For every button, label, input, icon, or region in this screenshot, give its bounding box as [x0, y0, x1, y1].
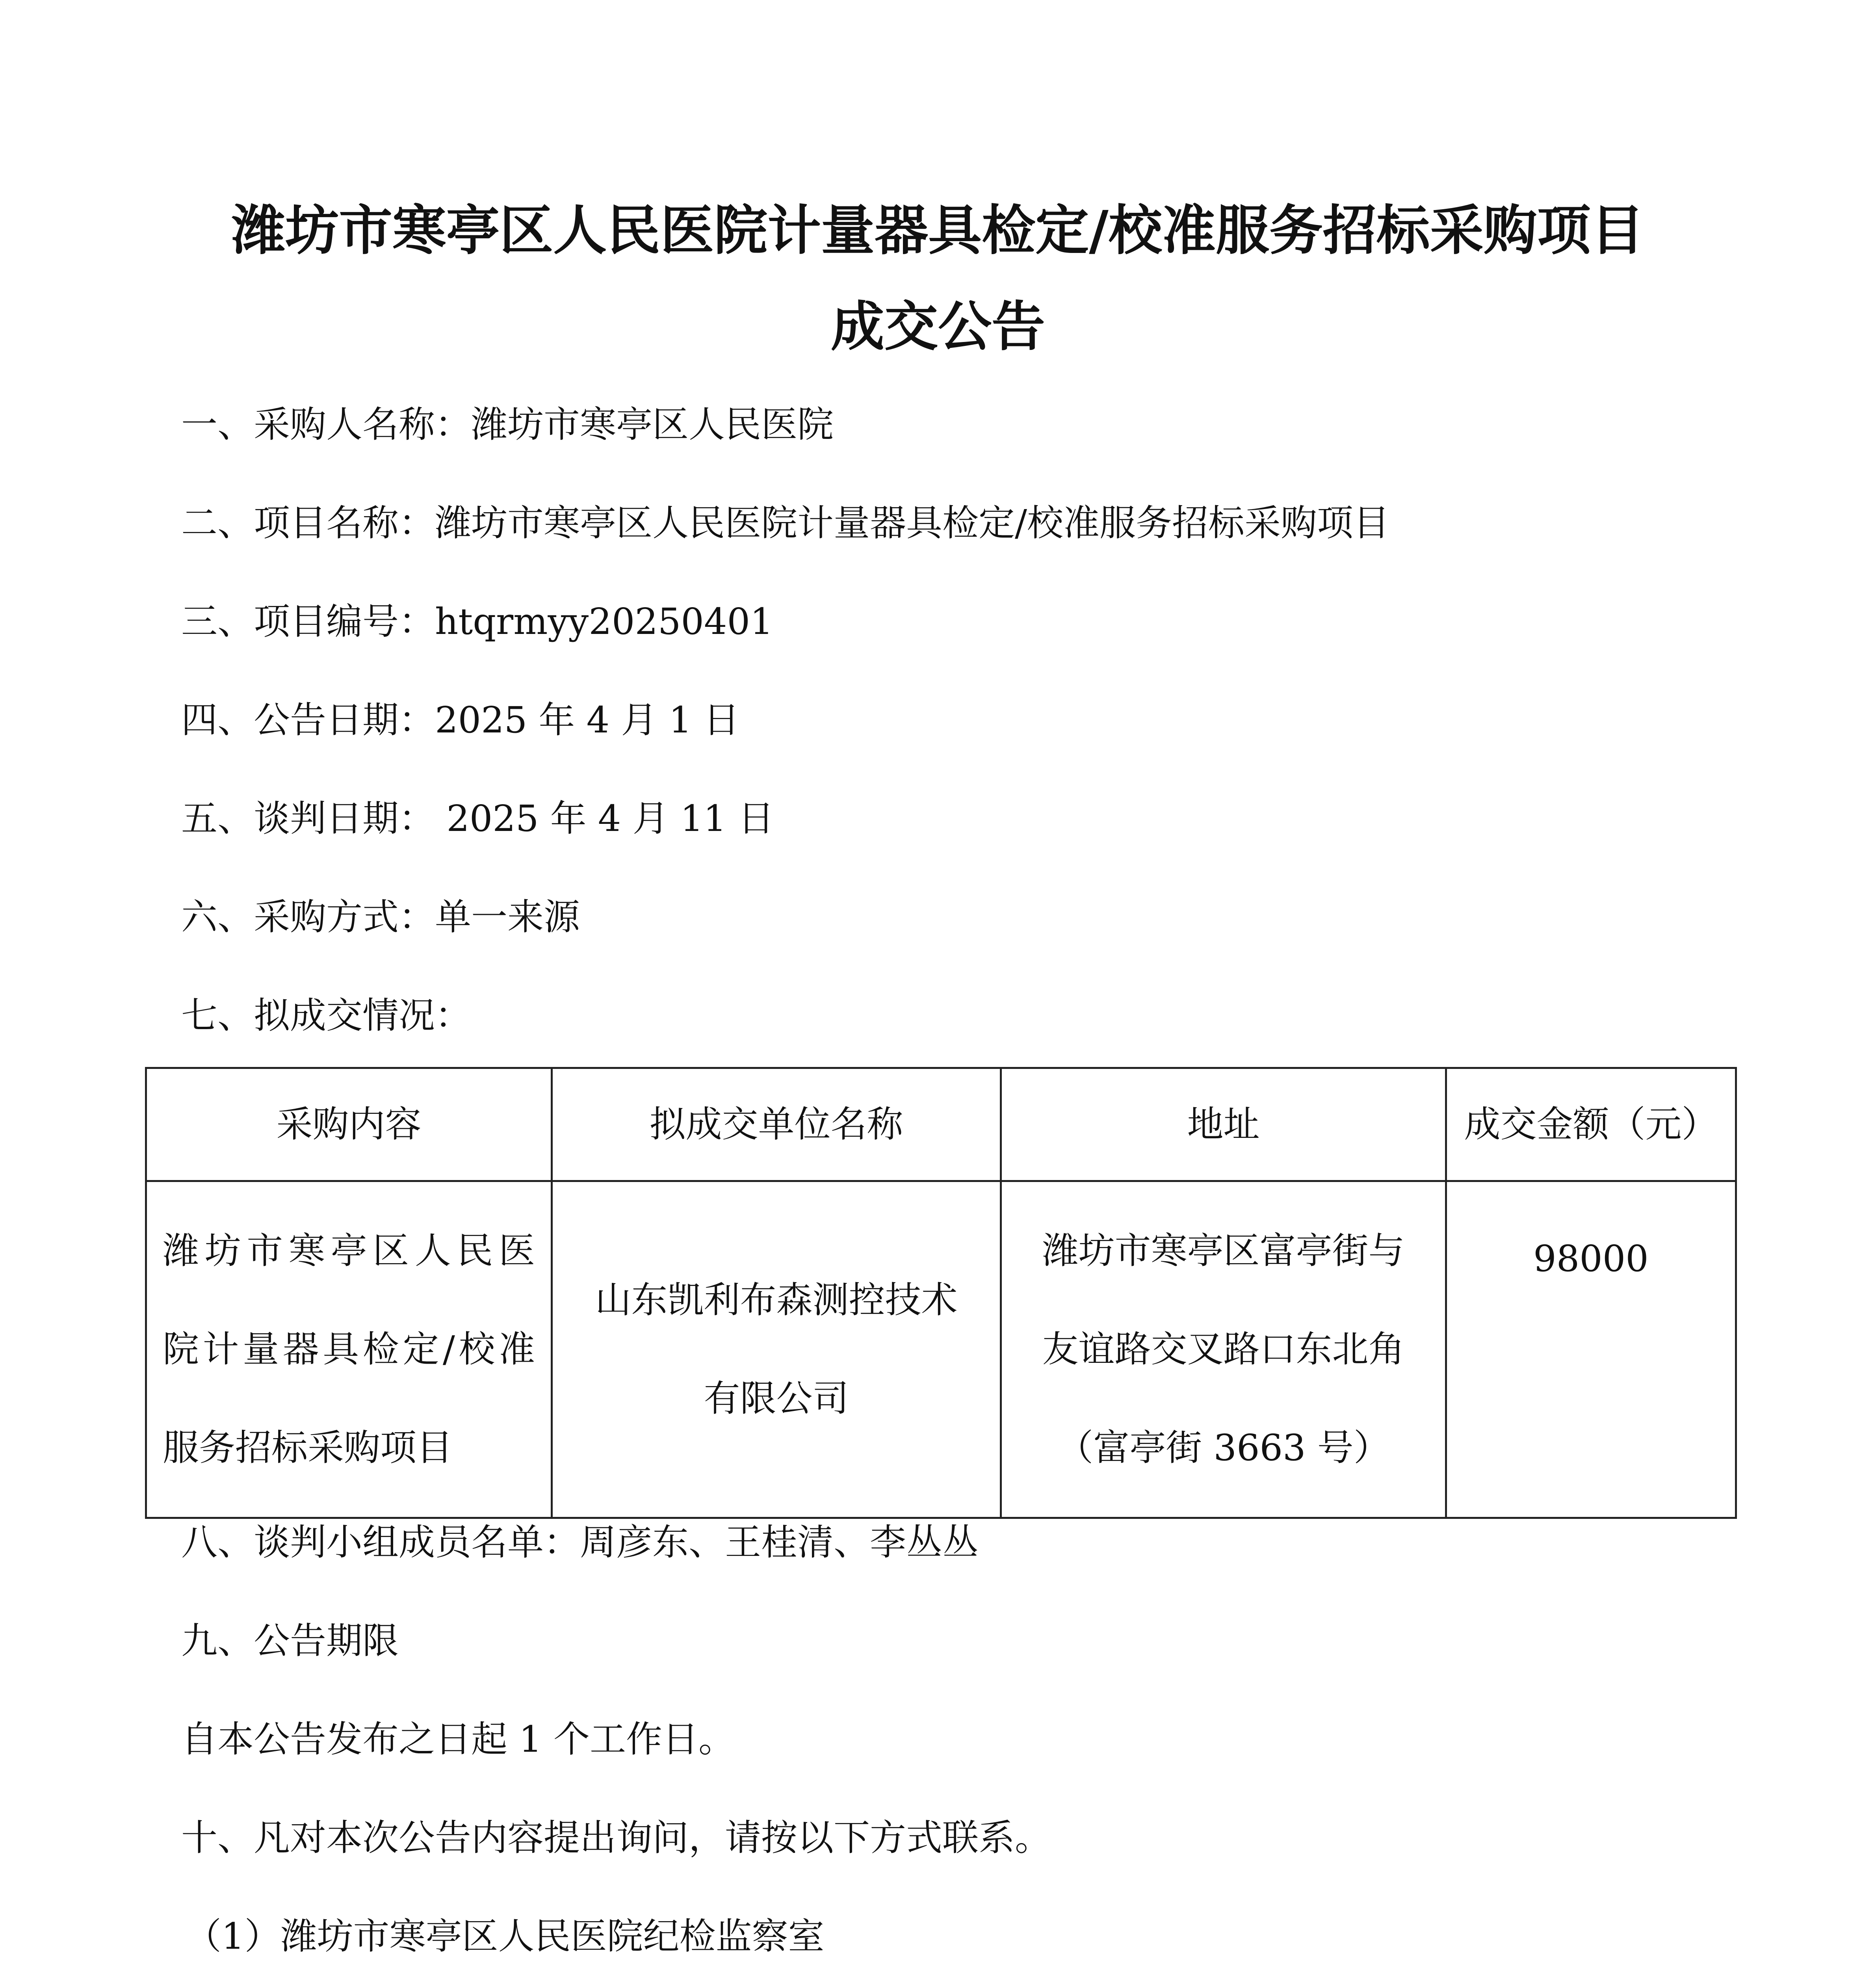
- contact-heading: 十、凡对本次公告内容提出询问，请按以下方式联系。: [181, 1817, 1051, 1859]
- purchaser-line: 一、采购人名称：潍坊市寒亭区人民医院: [181, 403, 834, 446]
- panel-members-line: 八、谈判小组成员名单：周彦东、王桂清、李丛丛: [181, 1521, 979, 1563]
- cell-supplier-line: 有限公司: [704, 1377, 849, 1420]
- contact1-name: （1）潍坊市寒亭区人民医院纪检监察室: [185, 1915, 825, 1957]
- cell-supplier-line: 山东凯利布森测控技术: [595, 1279, 958, 1321]
- cell-address-line: 友谊路交叉路口东北角: [1042, 1328, 1405, 1370]
- cell-amount: 98000: [1446, 1181, 1736, 1518]
- header-content: 采购内容: [146, 1068, 552, 1181]
- cell-address-line: （富亭街 3663 号）: [1057, 1427, 1390, 1469]
- cell-content-line: 服务招标采购项目: [163, 1427, 453, 1469]
- header-supplier: 拟成交单位名称: [552, 1068, 1001, 1181]
- document-subtitle: 成交公告: [831, 296, 1045, 358]
- announcement-date-line: 四、公告日期：2025 年 4 月 1 日: [181, 699, 740, 741]
- cell-content-line: 院计量器具检定/校准: [163, 1328, 535, 1370]
- project-name-line: 二、项目名称：潍坊市寒亭区人民医院计量器具检定/校准服务招标采购项目: [181, 502, 1389, 544]
- header-amount: 成交金额（元）: [1446, 1068, 1736, 1181]
- cell-supplier: [552, 1181, 1001, 1518]
- project-number-line: 三、项目编号：htqrmyy20250401: [181, 600, 773, 643]
- procurement-method-line: 六、采购方式：单一来源: [181, 896, 580, 938]
- announcement-period-heading: 九、公告期限: [181, 1620, 399, 1662]
- negotiation-date-line: 五、谈判日期： 2025 年 4 月 11 日: [181, 797, 775, 840]
- cell-address: [1001, 1181, 1446, 1518]
- award-table: [145, 1067, 1737, 1519]
- announcement-period-text: 自本公告发布之日起 1 个工作日。: [181, 1718, 735, 1760]
- cell-content-line: 潍坊市寒亭区人民医: [163, 1230, 535, 1272]
- document-title: 潍坊市寒亭区人民医院计量器具检定/校准服务招标采购项目: [232, 200, 1644, 262]
- header-address: 地址: [1001, 1068, 1446, 1181]
- award-table-header-row: [146, 1068, 1736, 1181]
- table-row: [146, 1181, 1736, 1518]
- cell-content: [146, 1181, 552, 1518]
- award-heading: 七、拟成交情况：: [181, 994, 472, 1037]
- cell-address-line: 潍坊市寒亭区富亭街与: [1042, 1230, 1405, 1272]
